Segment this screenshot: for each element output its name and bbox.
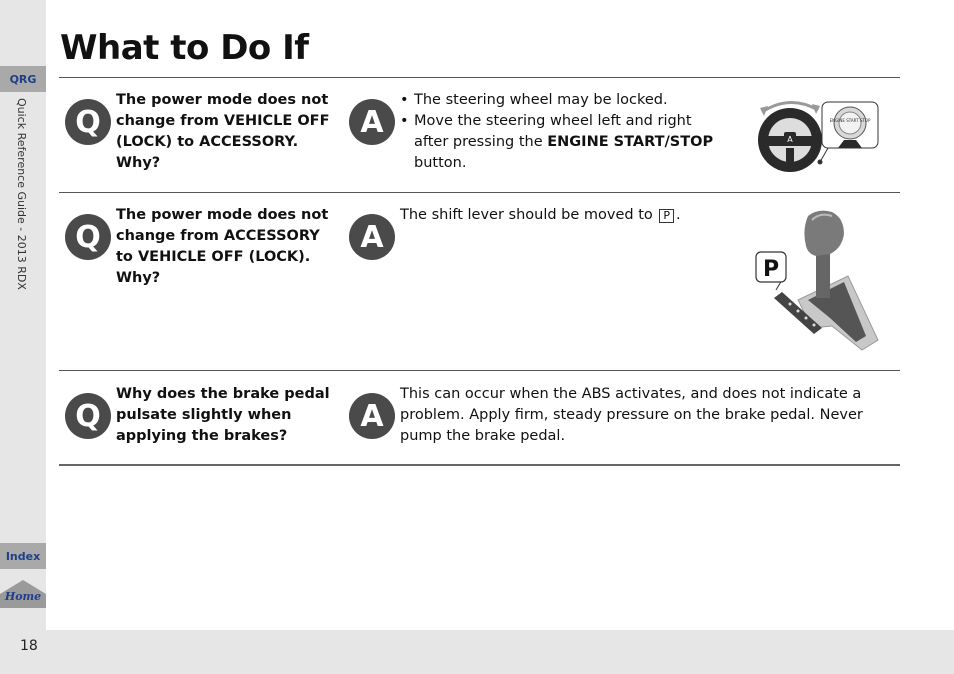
page-title: What to Do If <box>60 28 309 68</box>
answer-text: The shift lever should be moved to P . <box>400 207 681 223</box>
answer-text <box>400 90 720 174</box>
row-divider <box>59 370 900 371</box>
title-divider <box>59 77 900 78</box>
steering-wheel-illustration <box>752 96 882 172</box>
guide-title: Quick Reference Guide - 2013 RDX <box>15 98 28 290</box>
row-divider <box>59 192 900 193</box>
shift-lever-illustration <box>752 206 882 354</box>
park-callout: P <box>762 257 780 282</box>
home-icon <box>0 578 46 608</box>
question-badge: Q <box>65 214 111 260</box>
question-text: Why does the brake pedal pulsate slightly when applying the brakes? <box>116 386 330 444</box>
answer-badge: A <box>349 393 395 439</box>
question-text: The power mode does not change from ACCESSORY to VEHICLE OFF (LOCK). Why? <box>116 207 329 286</box>
start-button-label: ENGINE START STOP <box>829 118 871 123</box>
home-tab[interactable] <box>0 578 46 608</box>
footer-band <box>46 630 954 674</box>
bottom-divider <box>59 464 900 466</box>
page-number: 18 <box>20 638 38 654</box>
engine-start-stop-label: ENGINE START/STOP <box>547 134 714 150</box>
answer-bullet: • The steering wheel may be locked. <box>400 90 720 111</box>
question-badge: Q <box>65 393 111 439</box>
answer-text: This can occur when the ABS activates, and does not indicate a problem. Apply firm, steady pressure on the brake pedal. Never pump the brake pedal. <box>400 386 863 444</box>
svg-text:A: A <box>787 135 793 144</box>
answer-bullet: • Move the steering wheel left and right after pressing the ENGINE START/STOP button. <box>400 111 720 174</box>
answer-badge: A <box>349 214 395 260</box>
question-text: The power mode does not change from VEHICLE OFF (LOCK) to ACCESSORY. Why? <box>116 92 330 171</box>
index-tab[interactable]: Index <box>0 543 46 569</box>
qrg-tab[interactable]: QRG <box>0 66 46 92</box>
home-label: Home <box>4 590 42 603</box>
question-badge: Q <box>65 99 111 145</box>
answer-badge: A <box>349 99 395 145</box>
park-key: P <box>659 209 674 223</box>
